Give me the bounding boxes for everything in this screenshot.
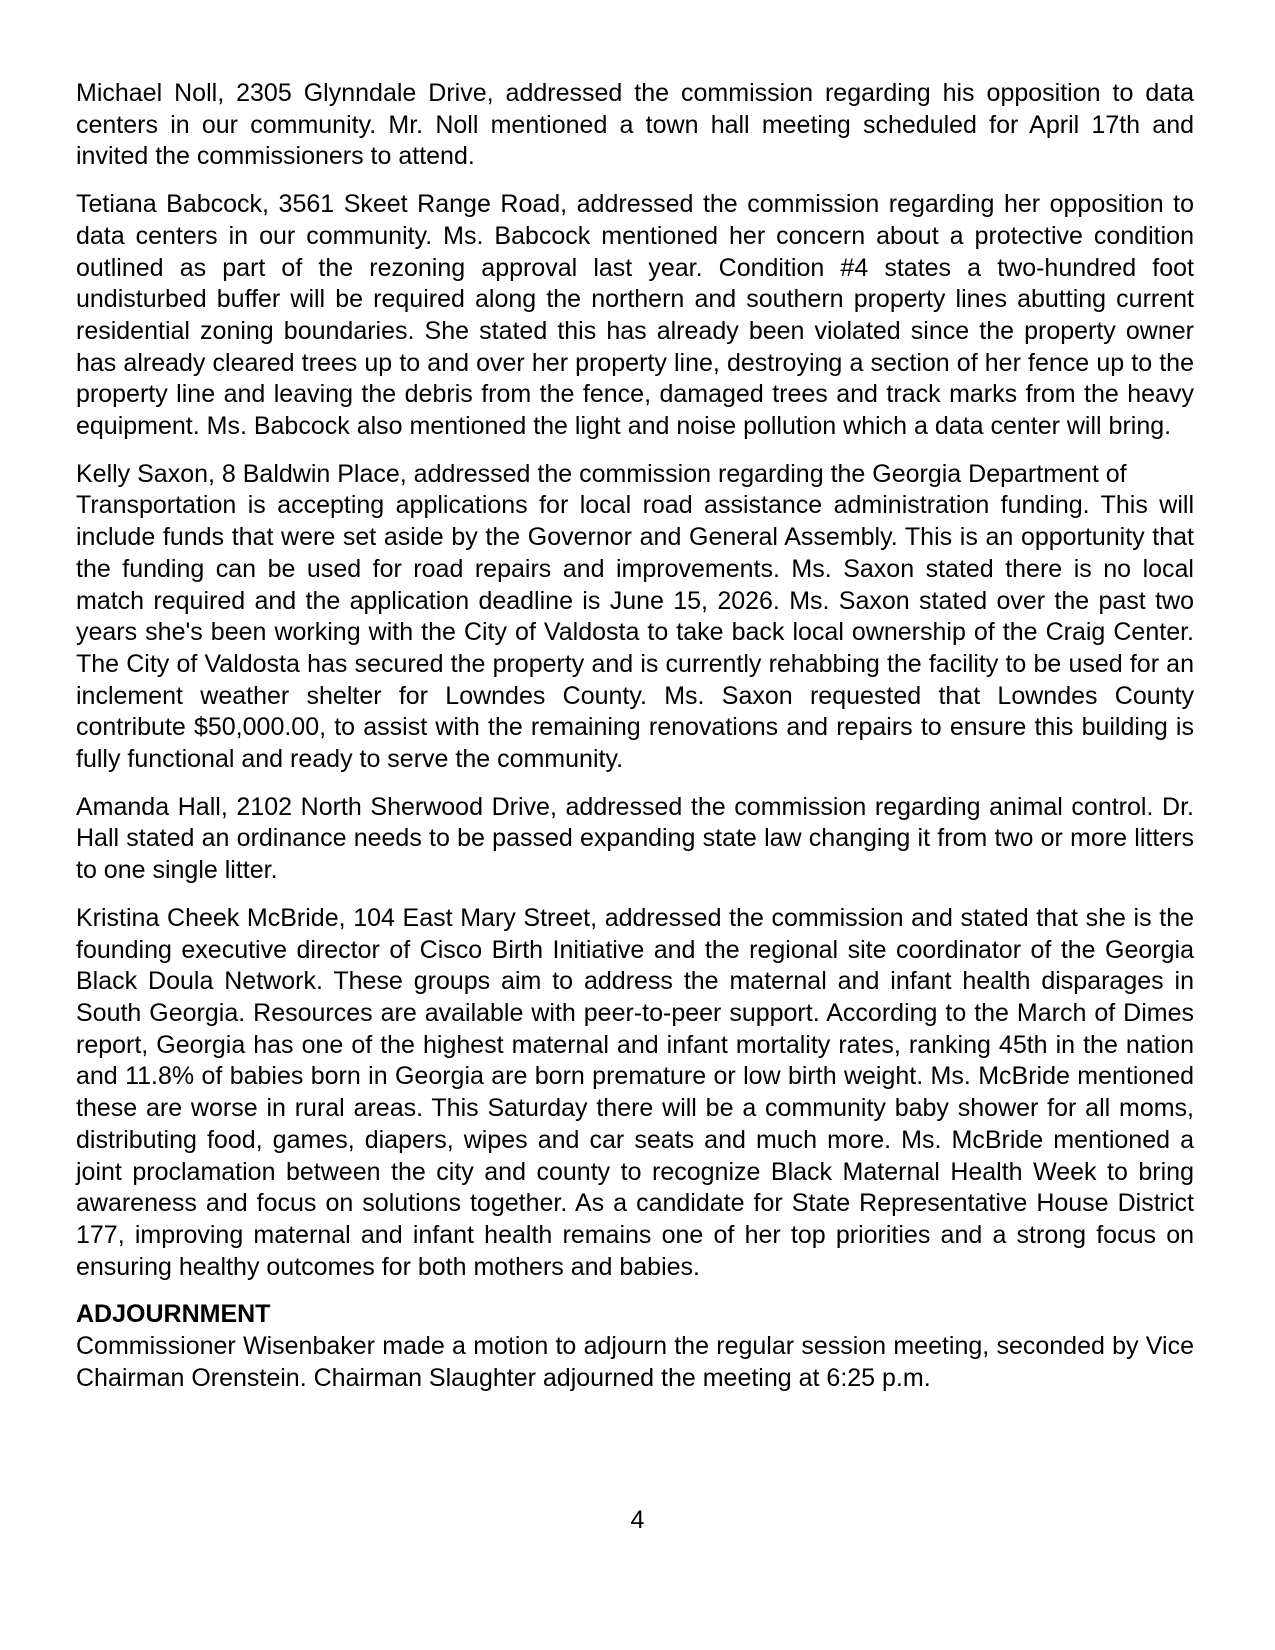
paragraph-amanda-hall: Amanda Hall, 2102 North Sherwood Drive, addressed the commission regarding animal control. Dr. Hall stated an ordinance needs to be passed expanding state law changing it from two or more litters to one single litter.: [76, 792, 1194, 885]
paragraph-kristina-mcbride: Kristina Cheek McBride, 104 East Mary Street, addressed the commission and stated that she is the founding executive director of Cisco Birth Initiative and the regional site coordinator of the Georgia Black Doula Network. These groups aim to address the maternal and infant health disparages in South Georgia. Resources are available with peer-to-peer support. According to the March of Dimes report, Georgia has one of the highest maternal and infant mortality rates, ranking 45th in the nation and 11.8% of babies born in Georgia are born premature or low birth weight. Ms. McBride mentioned these are worse in rural areas. This Saturday there will be a community baby shower for all moms, distributing food, games, diapers, wipes and car seats and much more. Ms. McBride mentioned a joint proclamation between the city and county to recognize Black Maternal Health Week to bring awareness and focus on solutions together. As a candidate for State Representative House District 177, improving maternal and infant health remains one of her top priorities and a strong focus on ensuring healthy outcomes for both mothers and babies.: [76, 903, 1194, 1281]
page-number: 4: [630, 1506, 645, 1534]
paragraph-michael-noll: Michael Noll, 2305 Glynndale Drive, addressed the commission regarding his opposition to data centers in our community. Mr. Noll mentioned a town hall meeting scheduled for April 17th and invited the commissioners to attend.: [76, 79, 1194, 171]
paragraph-adjournment: Commissioner Wisenbaker made a motion to adjourn the regular session meeting, seconded by Vice Chairman Orenstein. Chairman Slaughter adjourned the meeting at 6:25 p.m.: [76, 1332, 1194, 1392]
document-body: [76, 78, 1194, 1410]
adjournment-heading: ADJOURNMENT: [76, 1300, 271, 1329]
paragraph-kelly-saxon: [76, 459, 1194, 776]
paragraph-tetiana-babcock: Tetiana Babcock, 3561 Skeet Range Road, addressed the commission regarding her opposition to data centers in our community. Ms. Babcock mentioned her concern about a protective condition outlined as part of the rezoning approval last year. Condition #4 states a two-hundred foot undisturbed buffer will be required along the northern and southern property lines abutting current residential zoning boundaries. She stated this has already been violated since the property owner has already cleared trees up to and over her property line, destroying a section of her fence up to the property line and leaving the debris from the fence, damaged trees and track marks from the heavy equipment. Ms. Babcock also mentioned the light and noise pollution which a data center will bring.: [76, 190, 1194, 441]
paragraph-kelly-saxon-line1: Kelly Saxon, 8 Baldwin Place, addressed the commission regarding the Georgia Department of: [76, 459, 1127, 488]
paragraph-kelly-saxon-rest: Transportation is accepting applications for local road assistance administration funding. This will include funds that were set aside by the Governor and General Assembly. This is an opportunity that the funding can be used for road repairs and improvements. Ms. Saxon stated there is no local match required and the application deadline is June 15, 2026. Ms. Saxon stated over the past two years she's been working with the City of Valdosta to take back local ownership of the Craig Center. The City of Valdosta has secured the property and is currently rehabbing the facility to be used for an inclement weather shelter for Lowndes County. Ms. Saxon requested that Lowndes County contribute $50,000.00, to assist with the remaining renovations and repairs to ensure this building is fully functional and ready to serve the community.: [76, 491, 1194, 774]
